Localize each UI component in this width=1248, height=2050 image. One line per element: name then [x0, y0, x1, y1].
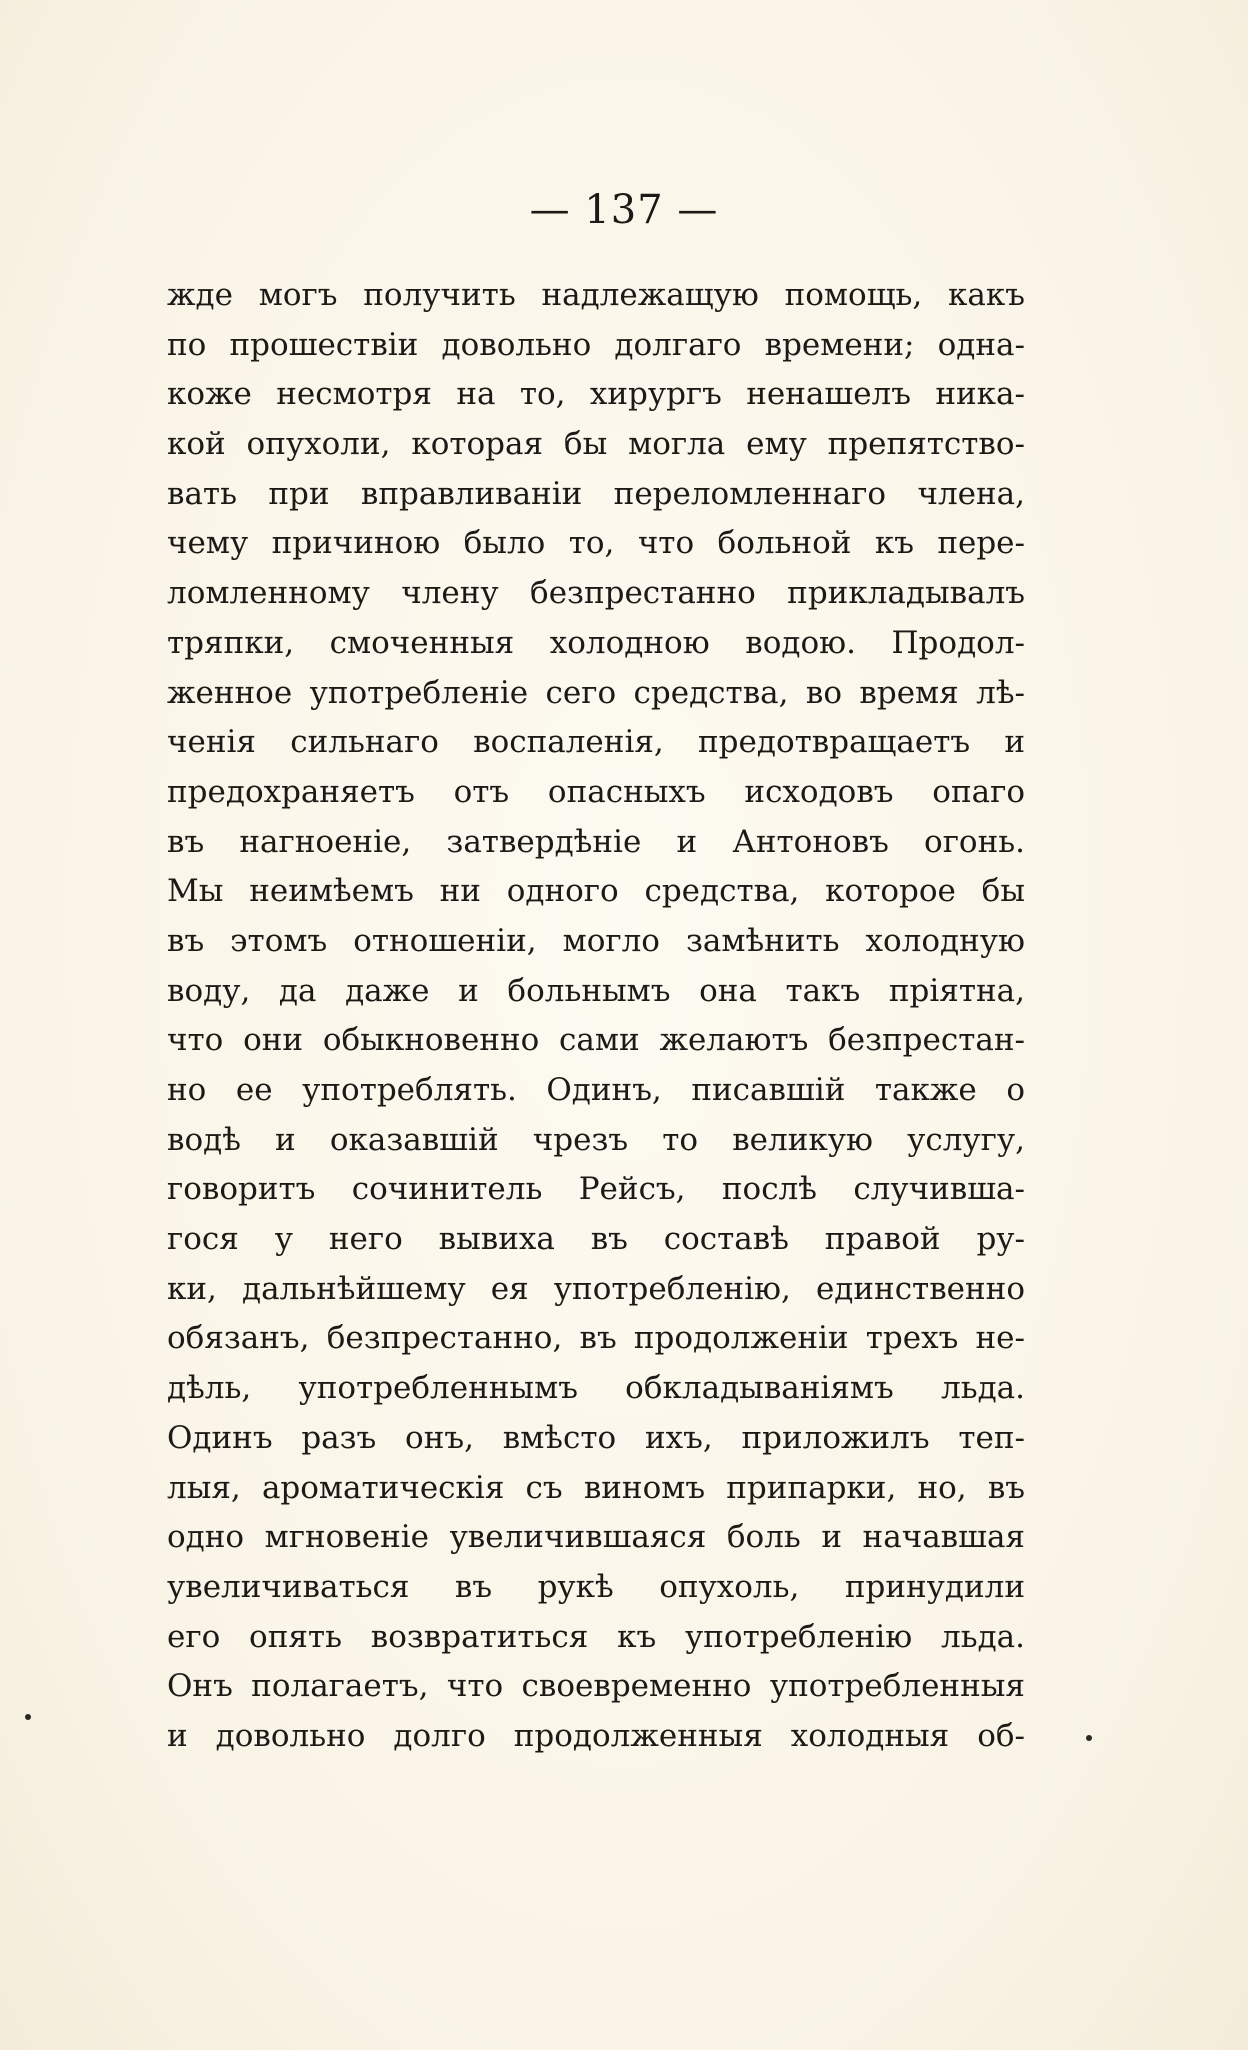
text-line: обязанъ, безпрестанно, въ продолженіи трехъ не-: [167, 1320, 1025, 1357]
text-line: жде могъ получить надлежащую помощь, какъ: [167, 277, 1025, 313]
text-line: предохраняетъ отъ опасныхъ исходовъ опаго: [167, 773, 1025, 810]
text-line: гося у него вывиха въ составѣ правой ру-: [167, 1221, 1025, 1258]
text-line: чему причиною было то, что больной къ пере-: [167, 525, 1025, 562]
text-line: дѣль, употребленнымъ обкладываніямъ льда.: [167, 1370, 1025, 1407]
text-line: ченія сильнаго воспаленія, предотвращаетъ и: [167, 724, 1025, 761]
text-line: говоритъ сочинитель Рейсъ, послѣ случивша-: [167, 1171, 1025, 1208]
body-text: [167, 271, 1025, 1762]
text-line: кой опухоли, которая бы могла ему препятство-: [167, 426, 1025, 463]
text-line: женное употребленіе сего средства, во время лѣ-: [167, 674, 1025, 711]
text-line: но ее употреблять. Одинъ, писавшій также о: [167, 1072, 1025, 1108]
text-line: ки, дальнѣйшему ея употребленію, единственно: [167, 1270, 1025, 1307]
text-line: ломленному члену безпрестанно прикладывалъ: [167, 575, 1025, 612]
text-line: коже несмотря на то, хирургъ ненашелъ ника-: [167, 376, 1025, 413]
text-line: одно мгновеніе увеличившаяся боль и начавшая: [167, 1519, 1025, 1556]
text-line: увеличиваться въ рукѣ опухоль, принудили: [167, 1568, 1025, 1605]
text-line: и довольно долго продолженныя холодныя об-: [167, 1717, 1025, 1754]
text-line: Онъ полагаетъ, что своевременно употребленныя: [167, 1668, 1025, 1705]
ink-speck: [1086, 1735, 1092, 1741]
text-line: тряпки, смоченныя холодною водою. Продол-: [167, 624, 1025, 661]
ink-speck: [25, 1714, 31, 1720]
text-line: что они обыкновенно сами желаютъ безпрестан-: [167, 1022, 1025, 1059]
text-line: вать при вправливаніи переломленнаго члена,: [167, 475, 1025, 512]
text-line: въ этомъ отношеніи, могло замѣнить холодную: [167, 922, 1025, 959]
text-line: воду, да даже и больнымъ она такъ пріятна,: [167, 972, 1025, 1009]
page-number-header: — 137 —: [529, 187, 719, 233]
text-line: по прошествіи довольно долгаго времени; одна-: [167, 326, 1025, 363]
text-line: его опять возвратиться къ употребленію льда.: [167, 1618, 1025, 1655]
text-line: Мы неимѣемъ ни одного средства, которое бы: [167, 873, 1025, 910]
text-line: въ нагноеніе, затвердѣніе и Антоновъ огонь.: [167, 823, 1025, 860]
text-line: Одинъ разъ онъ, вмѣсто ихъ, приложилъ теп-: [167, 1419, 1025, 1456]
text-line: водѣ и оказавшій чрезъ то великую услугу,: [167, 1121, 1025, 1158]
text-line: лыя, ароматическія съ виномъ припарки, но, въ: [167, 1469, 1025, 1506]
